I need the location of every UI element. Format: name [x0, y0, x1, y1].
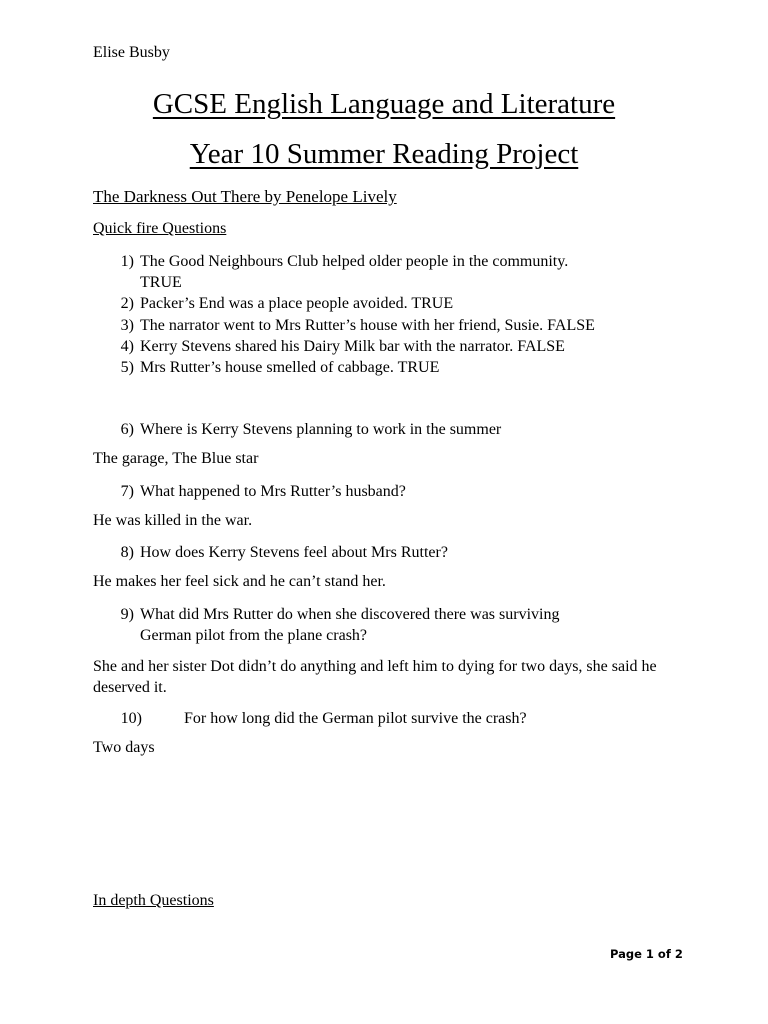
list-item [110, 293, 453, 314]
item-text: The Good Neighbours Club helped older people in the community. [140, 253, 569, 270]
answer-text: He makes her feel sick and he can’t stand her. [93, 573, 386, 590]
question-number: 9) [120, 606, 134, 623]
list-item [110, 357, 439, 378]
question-item [110, 542, 448, 563]
list-item [110, 251, 568, 272]
question-item [110, 708, 527, 729]
list-item [110, 336, 565, 357]
title-line-2: Year 10 Summer Reading Project [189, 138, 579, 170]
item-text: The narrator went to Mrs Rutter’s house with her friend, Susie. FALSE [140, 317, 595, 334]
item-number: 2) [120, 295, 134, 312]
answer-text: He was killed in the war. [93, 512, 253, 529]
title-line-1: GCSE English Language and Literature [152, 88, 616, 120]
question-text: Where is Kerry Stevens planning to work in the summer [140, 421, 502, 438]
question-item [110, 481, 406, 502]
question-number: 7) [120, 483, 134, 500]
answer-text: She and her sister Dot didn’t do anything and left him to dying for two days, she said he deserved it. [93, 658, 657, 696]
answer-text: Two days [93, 739, 155, 756]
question-number: 10) [120, 710, 142, 727]
item-number: 5) [120, 359, 134, 376]
item-number: 4) [120, 338, 134, 355]
question-text: How does Kerry Stevens feel about Mrs Rutter? [140, 544, 448, 561]
question-text: What happened to Mrs Rutter’s husband? [140, 483, 406, 500]
book-heading: The Darkness Out There by Penelope Lively [93, 187, 397, 206]
item-text: Packer’s End was a place people avoided. TRUE [140, 295, 454, 312]
question-text: What did Mrs Rutter do when she discovered there was surviving [140, 606, 560, 623]
item-text: Kerry Stevens shared his Dairy Milk bar with the narrator. FALSE [140, 338, 565, 355]
item-number: 3) [120, 317, 134, 334]
question-text-continued: German pilot from the plane crash? [140, 627, 368, 644]
question-item [110, 419, 501, 440]
question-number: 6) [120, 421, 134, 438]
answer-text: The garage, The Blue star [93, 450, 259, 467]
question-item [110, 604, 559, 625]
item-number: 1) [120, 253, 134, 270]
quick-fire-heading: Quick fire Questions [93, 220, 227, 237]
list-item [110, 315, 595, 336]
author-name: Elise Busby [93, 44, 170, 61]
page-number: Page 1 of 2 [610, 947, 683, 961]
item-continuation: TRUE [140, 274, 182, 291]
question-number: 8) [120, 544, 134, 561]
in-depth-heading: In depth Questions [93, 892, 214, 909]
question-text: For how long did the German pilot survive the crash? [184, 710, 527, 727]
item-text: Mrs Rutter’s house smelled of cabbage. TRUE [140, 359, 440, 376]
